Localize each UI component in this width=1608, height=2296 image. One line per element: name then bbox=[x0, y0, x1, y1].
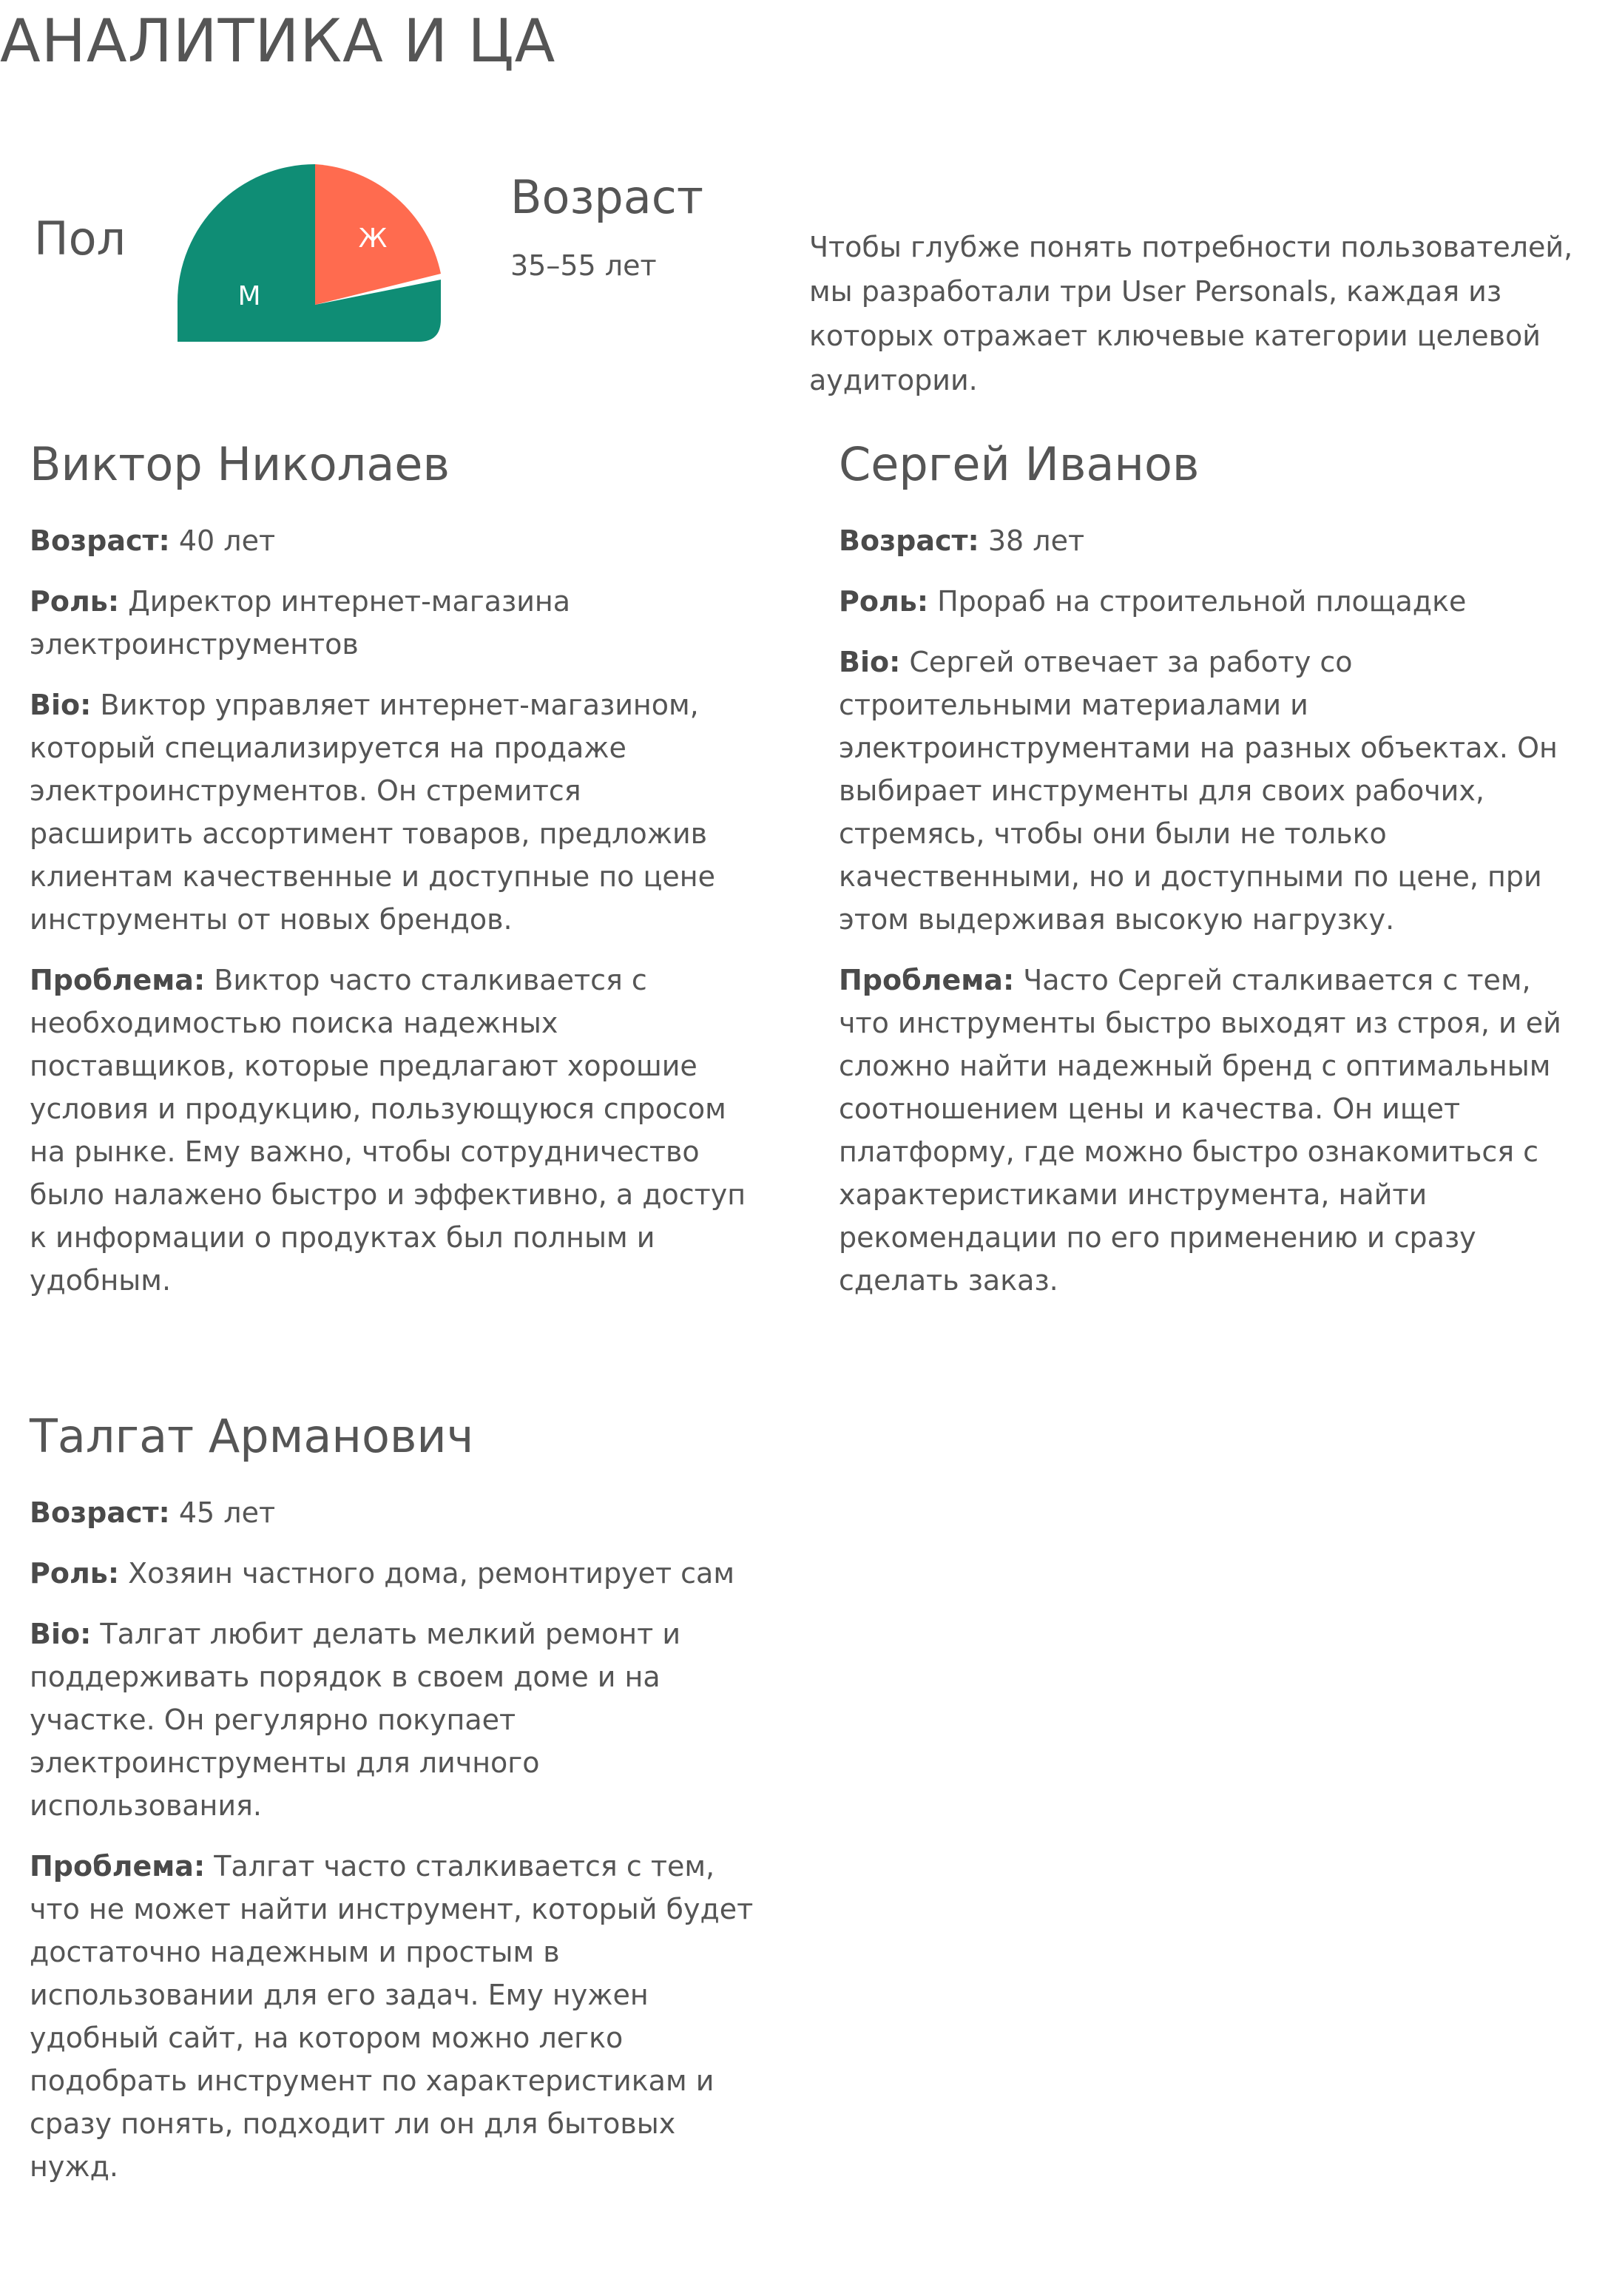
persona-card bbox=[30, 1411, 754, 2206]
gender-chart bbox=[178, 164, 444, 364]
bio-label: Bio: bbox=[30, 689, 92, 722]
role-label: Роль: bbox=[30, 585, 120, 618]
persona-role bbox=[839, 580, 1578, 623]
bio-text: Виктор управляет интернет-магазином, который специализируется на продаже электроинструментов. Он стремится расширить ассортимент товаров, предложив клиентам качественные и доступные по цене инструменты от новых брендов. bbox=[30, 689, 715, 936]
bio-text: Талгат любит делать мелкий ремонт и поддерживать порядок в своем доме и на участке. Он регулярно покупает электроинструменты для личного использования. bbox=[30, 1618, 681, 1823]
persona-name: Виктор Николаев bbox=[30, 437, 450, 491]
gender-male-label: М bbox=[237, 281, 261, 311]
persona-age bbox=[30, 1491, 754, 1534]
gender-female-label: Ж bbox=[358, 223, 388, 254]
role-text: Прораб на строительной площадке bbox=[937, 585, 1467, 618]
persona-problem bbox=[30, 1845, 754, 2188]
persona-name: Талгат Арманович bbox=[30, 1409, 474, 1463]
role-label: Роль: bbox=[30, 1557, 120, 1590]
persona-problem bbox=[839, 959, 1578, 1302]
intro-text: Чтобы глубже понять потребности пользователей, мы разработали три User Personals, каждая из которых отражает ключевые категории целевой аудитории. bbox=[809, 231, 1573, 396]
role-text: Директор интернет-магазина электроинструментов bbox=[30, 585, 571, 661]
persona-role bbox=[30, 580, 747, 666]
role-text: Хозяин частного дома, ремонтирует сам bbox=[128, 1557, 735, 1590]
age-label: Возраст: bbox=[30, 524, 170, 558]
persona-name: Сергей Иванов bbox=[839, 437, 1200, 491]
problem-text: Виктор часто сталкивается с необходимостью поиска надежных поставщиков, которые предлагают хорошие условия и продукцию, пользующуюся спросом на рынке. Ему важно, чтобы сотрудничество было налажено быстро и эффективно, а доступ к информации о продуктах был полным и удобным. bbox=[30, 964, 746, 1297]
persona-bio bbox=[839, 641, 1578, 941]
age-heading: Возраст bbox=[510, 170, 703, 224]
gender-label: Пол bbox=[34, 212, 126, 266]
age-text: 45 лет bbox=[178, 1496, 276, 1530]
age-text: 40 лет bbox=[178, 524, 276, 558]
persona-bio bbox=[30, 1613, 754, 1827]
persona-age bbox=[839, 519, 1578, 562]
bio-label: Bio: bbox=[30, 1618, 92, 1651]
problem-text: Часто Сергей сталкивается с тем, что инструменты быстро выходят из строя, и ей сложно найти надежный бренд с оптимальным соотношением цены и качества. Он ищет платформу, где можно быстро ознакомиться с характеристиками инструмента, найти рекомендации по его применению и сразу сделать заказ. bbox=[839, 964, 1561, 1297]
problem-text: Талгат часто сталкивается с тем, что не может найти инструмент, который будет достаточно надежным и простым в использовании для его задач. Ему нужен удобный сайт, на котором можно легко подобрать инструмент по характеристикам и сразу понять, подходит ли он для бытовых нужд. bbox=[30, 1850, 754, 2184]
persona-age bbox=[30, 519, 747, 562]
age-value: 35–55 лет bbox=[510, 249, 657, 282]
role-label: Роль: bbox=[839, 585, 929, 618]
age-label: Возраст: bbox=[839, 524, 979, 558]
bio-label: Bio: bbox=[839, 646, 901, 679]
persona-card bbox=[30, 439, 747, 1320]
persona-problem bbox=[30, 959, 747, 1302]
problem-label: Проблема: bbox=[30, 964, 206, 997]
persona-card bbox=[839, 439, 1578, 1320]
bio-text: Сергей отвечает за работу со строительными материалами и электроинструментами на разных объектах. Он выбирает инструменты для своих рабочих, стремясь, чтобы они были не только качественными, но и доступными по цене, при этом выдерживая высокую нагрузку. bbox=[839, 646, 1558, 936]
problem-label: Проблема: bbox=[839, 964, 1015, 997]
problem-label: Проблема: bbox=[30, 1850, 206, 1883]
persona-bio bbox=[30, 683, 747, 941]
page-title: АНАЛИТИКА И ЦА bbox=[0, 7, 556, 75]
persona-role bbox=[30, 1552, 754, 1595]
age-text: 38 лет bbox=[987, 524, 1085, 558]
age-label: Возраст: bbox=[30, 1496, 170, 1530]
